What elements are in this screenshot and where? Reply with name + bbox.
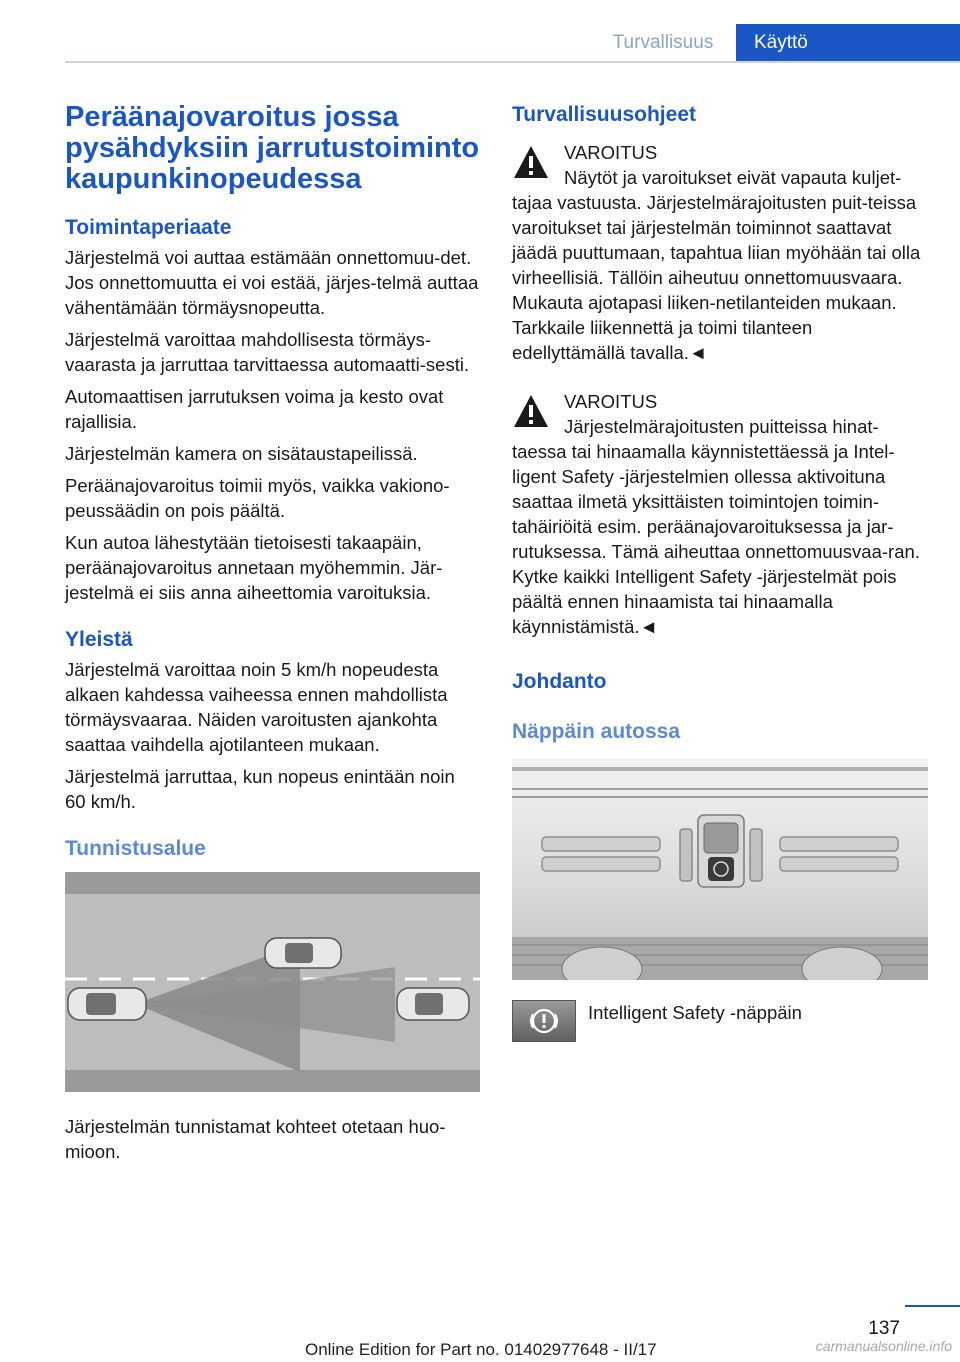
header-tab-turvallisuus[interactable]: Turvallisuus — [612, 31, 714, 53]
page-number: 137 — [868, 1318, 900, 1339]
header-tab-kaytto[interactable]: Käyttö — [736, 24, 960, 62]
paragraph: Järjestelmä jarruttaa, kun nopeus enintään noin 60 km/h. — [65, 766, 455, 812]
warning-triangle-icon — [512, 393, 550, 429]
paragraph: Järjestelmä varoittaa mahdollisesta törmäys-vaarasta ja jarruttaa tarvittaessa automaatti-sesti. — [65, 329, 470, 375]
car-front-same-lane — [397, 988, 469, 1020]
warning-block-1 — [512, 140, 928, 365]
heading-johdanto: Johdanto — [512, 670, 607, 693]
page-title: Peräänajovaroitus jossa pysähdyksiin jarrutustoiminto kaupunkinopeudessa — [65, 101, 480, 195]
warning-title: VAROITUS — [564, 142, 658, 163]
button-legend-label: Intelligent Safety -näppäin — [588, 1002, 802, 1023]
heading-tunnistusalue: Tunnistusalue — [65, 837, 206, 860]
paragraph: Kun autoa lähestytään tietoisesti takaapäin, peräänajovaroitus annetaan myöhemmin. Jär-jestelmä ei siis anna aiheettomia varoituksia. — [65, 532, 443, 603]
heading-nappain-autossa: Näppäin autossa — [512, 720, 681, 743]
car-front-left-lane — [265, 938, 341, 968]
intelligent-safety-button-icon — [512, 1000, 576, 1042]
paragraph: Automaattisen jarrutuksen voima ja kesto ovat rajallisia. — [65, 386, 444, 432]
diagram-caption: Järjestelmän tunnistamat kohteet otetaan huo-mioon. — [65, 1116, 446, 1162]
footer-rule — [905, 1305, 960, 1307]
button-legend-row — [512, 1000, 928, 1042]
left-column — [65, 102, 480, 1171]
detection-area-diagram — [65, 872, 480, 1092]
paragraph: Järjestelmä voi auttaa estämään onnettomuu-det. Jos onnettomuutta ei voi estää, järjes-telmä auttaa vähentämään törmäysnopeutta. — [65, 247, 479, 318]
header-rule — [65, 61, 960, 63]
paragraph: Järjestelmän kamera on sisätaustapeilissä. — [65, 443, 418, 464]
edition-text: Online Edition for Part no. 01402977648 - II/17 — [305, 1340, 657, 1359]
heading-yleista: Yleistä — [65, 628, 133, 651]
watermark: carmanualsonline.info — [815, 1338, 952, 1354]
right-column — [512, 102, 928, 1042]
warning-triangle-icon — [512, 144, 550, 180]
heading-turvallisuusohjeet: Turvallisuusohjeet — [512, 103, 696, 126]
car-own — [68, 988, 146, 1020]
warning-block-2 — [512, 389, 928, 639]
safety-symbol-icon — [529, 1006, 559, 1036]
warning-title: VAROITUS — [564, 391, 658, 412]
paragraph: Peräänajovaroitus toimii myös, vaikka vakiono-peussäädin on pois päältä. — [65, 475, 450, 521]
warning-text: Järjestelmärajoitusten puitteissa hinat-taessa tai hinaamalla käynnistettäessä ja Intel-ligent Safety -järjestelmien ollessa aktivoituna saattaa ilmetä yksittäisten toimintojen toimin-tahäiriöitä esim. peräänajovaroituksessa ja jar-rutuksessa. Tämä aiheuttaa onnettomuusvaa-ran. Kytke kaikki Intelligent Safety -järjestelmät pois päältä ennen hinaamista tai hinaamalla käynnistämistä.◄ — [512, 416, 920, 637]
warning-text: Näytöt ja varoitukset eivät vapauta kuljet-tajaa vastuusta. Järjestelmärajoitusten puit-teissa varoitukset tai järjestelmän toiminnot saattavat jäädä puuttumaan, tapahtua liian myöhään tai olla virheellisiä. Tällöin aiheutuu onnettomuusvaara. Mukauta ajotapasi liiken-netilanteiden mukaan. Tarkkaile liikennettä ja toimi tilanteen edellyttämällä tavalla.◄ — [512, 167, 921, 363]
paragraph: Järjestelmä varoittaa noin 5 km/h nopeudesta alkaen kahdessa vaiheessa ennen mahdollista törmäysvaaraa. Näiden varoitusten ajankohta saattaa vaihdella ajotilanteen mukaan. — [65, 659, 448, 755]
heading-toimintaperiaate: Toimintaperiaate — [65, 216, 232, 239]
dashboard-button-photo — [512, 759, 928, 980]
